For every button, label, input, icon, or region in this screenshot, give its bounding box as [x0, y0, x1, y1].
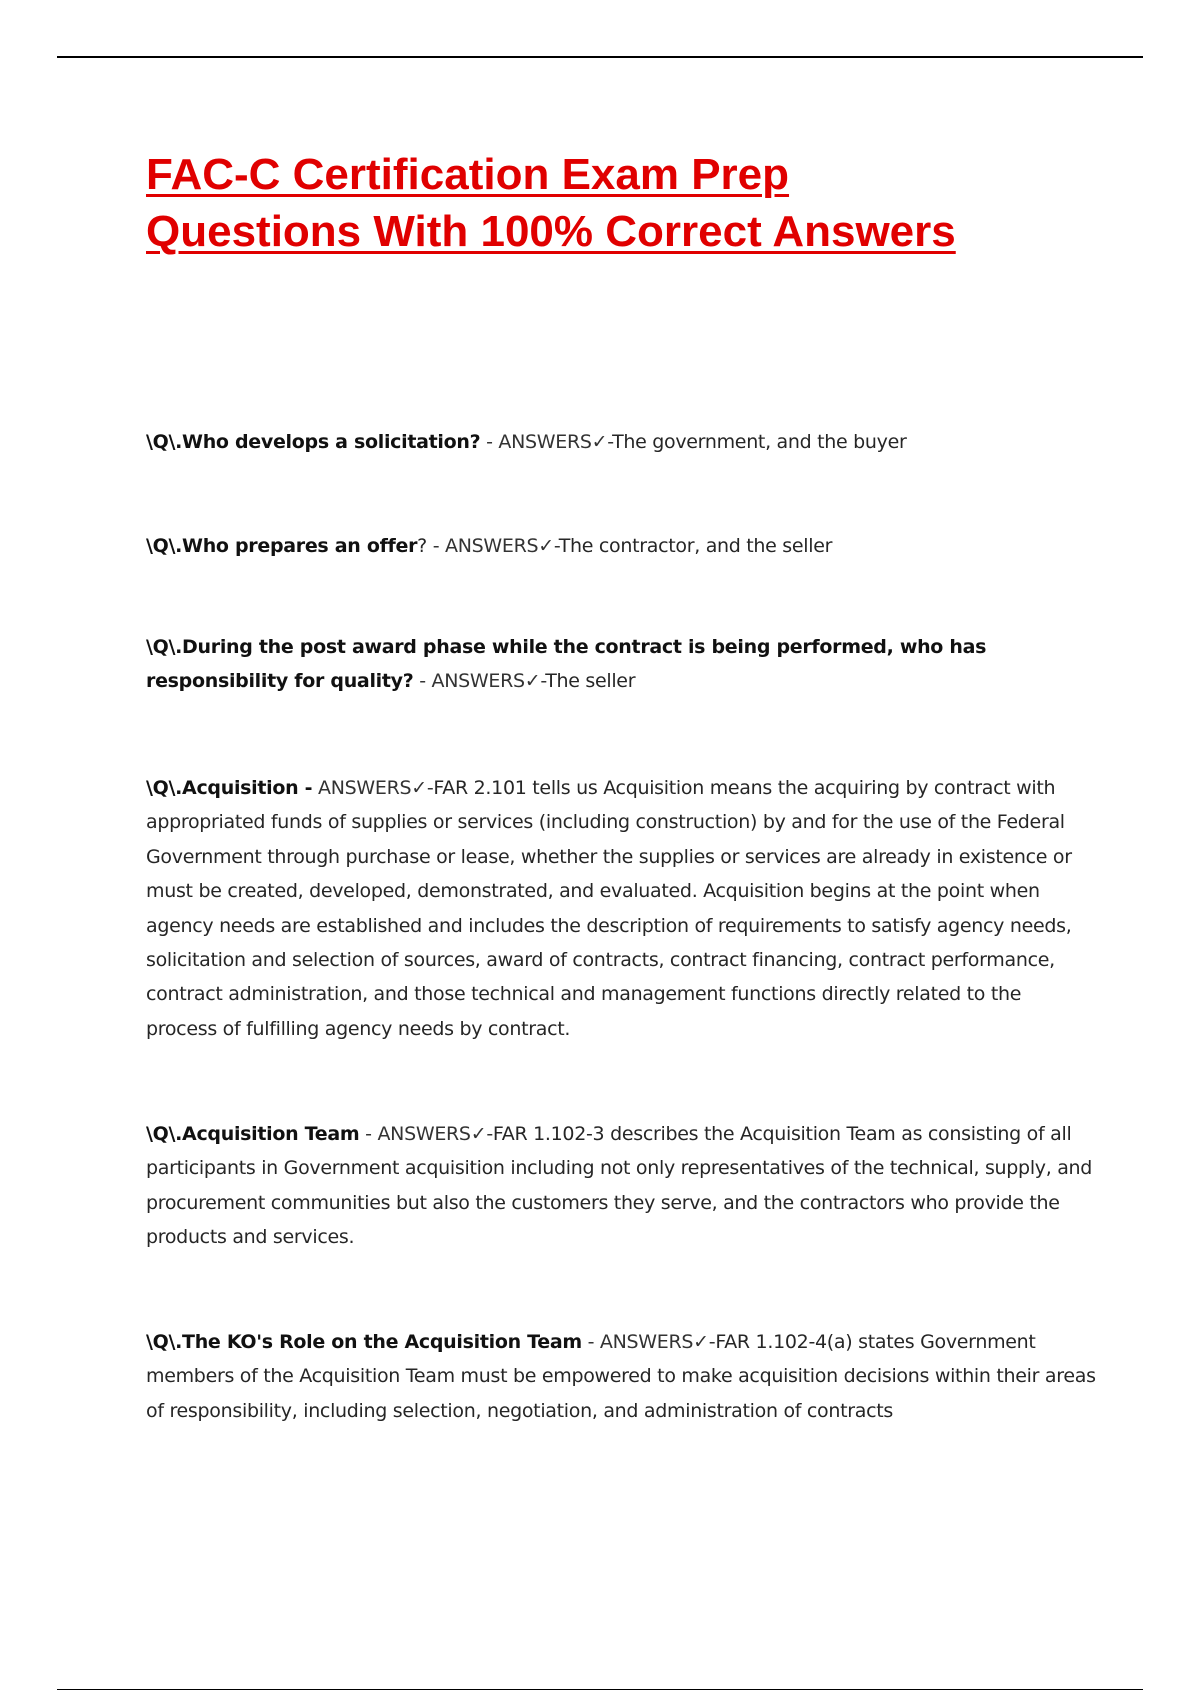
separator: -: [480, 431, 499, 453]
answer-text: The government, and the buyer: [612, 431, 907, 453]
answer-label: ANSWERS✓-: [445, 535, 559, 557]
answer-text: FAR 2.101 tells us Acquisition means the acquiring by contract with appropriated funds of supplies or services (including construction) by and for the use of the Federal Government through purchase or lease, whether the supplies or services are already in existence or must be created, developed, demonstrated, and evaluated. Acquisition begins at the point when agency needs are established and includes the description of requirements to satisfy agency needs, solicitation and selection of sources, award of contracts, contract financing, contract performance, contract administration, and those technical and management functions directly related to the process of fulfilling agency needs by contract.: [146, 777, 1072, 1040]
answer-label: ANSWERS✓-: [318, 777, 434, 799]
separator: -: [413, 670, 432, 693]
qa-item: [146, 1325, 1096, 1428]
qa-item: [146, 630, 1096, 699]
question-text: \Q\.Acquisition Team: [146, 1123, 360, 1145]
answer-label: ANSWERS✓-: [431, 670, 546, 693]
title-line-1: FAC-C Certification Exam Prep: [146, 150, 790, 199]
question-text: \Q\.Who develops a solicitation?: [146, 431, 481, 453]
answer-text: The contractor, and the seller: [558, 535, 833, 557]
qa-item: [146, 425, 1096, 459]
question-text: \Q\.Acquisition -: [146, 777, 313, 799]
separator: -: [359, 1123, 378, 1145]
answer-text: FAR 1.102-3 describes the Acquisition Team as consisting of all participants in Government acquisition including not only representatives of the technical, supply, and procurement communities but also the customers they serve, and the contractors who provide the products and services.: [146, 1123, 1093, 1249]
question-text: \Q\.The KO's Role on the Acquisition Team: [146, 1331, 582, 1353]
question-mark: ?: [417, 535, 427, 557]
qa-item: [146, 529, 1096, 563]
answer-text: FAR 1.102-4(a) states Government members of the Acquisition Team must be empowered to make acquisition decisions within their areas of responsibility, including selection, negotiation, and administration of contracts: [146, 1331, 1096, 1422]
answer-label: ANSWERS✓-: [377, 1123, 493, 1145]
qa-item: [146, 771, 1096, 1046]
top-rule: [57, 56, 1143, 58]
question-text: \Q\.Who prepares an offer: [146, 535, 418, 557]
answer-label: ANSWERS✓-: [599, 1331, 716, 1353]
question-text: \Q\.During the post award phase while the contract is being performed, who has responsibility for quality?: [146, 636, 987, 693]
bottom-rule: [57, 1689, 1143, 1690]
qa-item: [146, 1117, 1096, 1255]
answer-label: ANSWERS✓-: [498, 431, 613, 453]
page-title: [146, 146, 1106, 260]
answer-text: The seller: [545, 670, 636, 693]
title-line-2: Questions With 100% Correct Answers: [146, 207, 956, 256]
separator: -: [426, 535, 446, 557]
separator: -: [581, 1331, 600, 1353]
